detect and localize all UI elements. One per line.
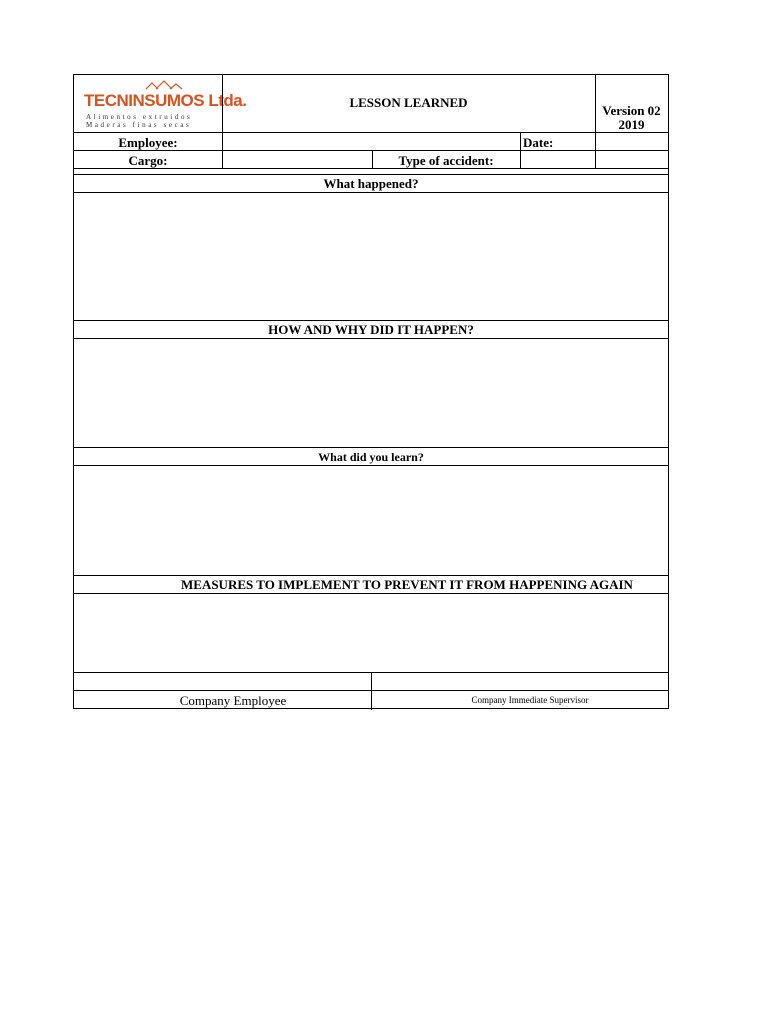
supervisor-signature-label: Company Immediate Supervisor	[471, 695, 589, 705]
what-learned-field[interactable]	[74, 466, 668, 575]
company-logo	[74, 75, 247, 132]
what-happened-field[interactable]	[74, 193, 668, 319]
what-happened-heading: What happened?	[323, 176, 419, 191]
version-label: Version 02	[602, 103, 661, 118]
what-learned-heading: What did you learn?	[318, 450, 424, 464]
how-why-heading: HOW AND WHY DID IT HAPPEN?	[268, 322, 474, 337]
accident-type-field[interactable]	[521, 151, 668, 168]
employee-field[interactable]	[223, 133, 519, 150]
cargo-field[interactable]	[223, 151, 371, 168]
company-tagline-1: Alimentos extruidos	[86, 113, 193, 121]
form-title: LESSON LEARNED	[349, 95, 468, 110]
measures-field[interactable]	[74, 594, 668, 672]
date-field[interactable]	[596, 133, 668, 150]
how-why-field[interactable]	[74, 339, 668, 447]
employee-signature-field[interactable]	[74, 673, 371, 690]
lesson-learned-form	[73, 74, 669, 709]
version-year: 2019	[618, 117, 645, 132]
accident-type-label: Type of accident:	[398, 153, 494, 168]
company-tagline-2: Maderas finas secas	[86, 121, 192, 129]
date-label: Date:	[523, 135, 554, 150]
supervisor-signature-field[interactable]	[372, 673, 668, 690]
measures-heading: MEASURES TO IMPLEMENT TO PREVENT IT FROM HAPPENING AGAIN	[181, 577, 633, 592]
employee-label: Employee:	[118, 135, 178, 150]
logo-roof-icon	[144, 79, 184, 91]
cargo-label: Cargo:	[128, 153, 168, 168]
employee-signature-label: Company Employee	[179, 693, 287, 708]
company-name: TECNINSUMOS Ltda.	[84, 91, 247, 110]
